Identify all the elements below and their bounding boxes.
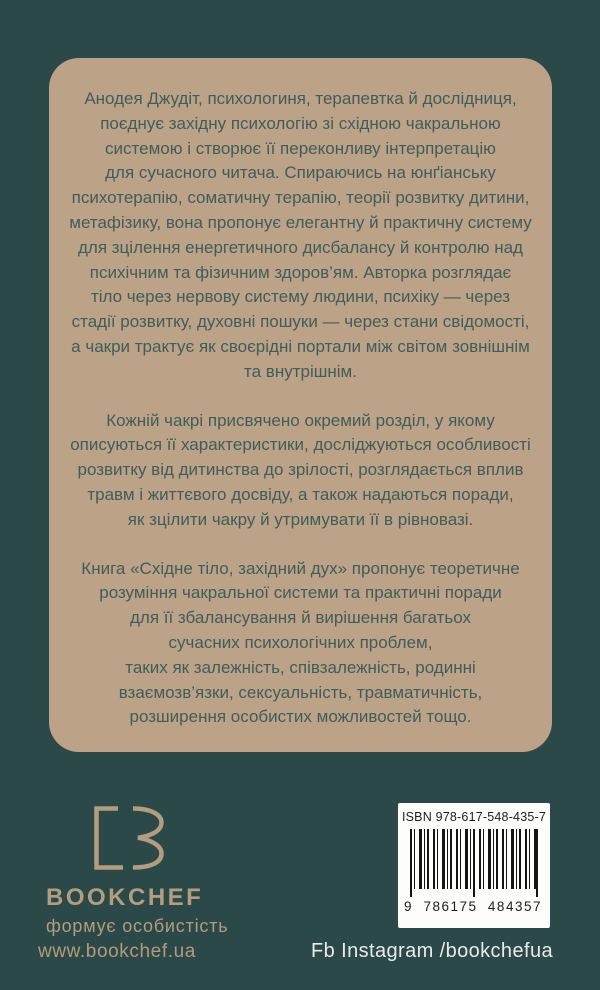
- barcode-guard-left: [410, 829, 412, 897]
- text-line: розвитку від дитинства до зрілості, розглядається вплив: [77, 460, 524, 480]
- annotation-paragraph: [57, 87, 544, 385]
- text-line: розуміння чакральної системи та практичні поради: [99, 583, 502, 603]
- text-line: тіло через нервову систему людини, психіку — через: [90, 287, 511, 307]
- text-line: психічним та фізичним здоров’ям. Авторка розглядає: [89, 262, 512, 282]
- annotation-paragraph: [57, 409, 544, 533]
- text-line: та внутрішнім.: [244, 361, 357, 381]
- text-line: описуються її характеристики, досліджуються особливості: [70, 435, 531, 455]
- text-line: розширення особистих можливостей тощо.: [129, 707, 472, 727]
- text-line: Анодея Джудіт, психологиня, терапевтка й дослідниця,: [84, 89, 517, 108]
- social-handles: Fb Instagram /bookchefua: [311, 940, 553, 962]
- text-line: стадії розвитку, духовні пошуки — через стани свідомості,: [71, 312, 530, 332]
- barcode-digits: [404, 899, 542, 914]
- text-line: Книга «Східне тіло, західний дух» пропонує теоретичне: [81, 558, 520, 578]
- text-line: метафізику, вона пропонує елегантну й практичну систему: [69, 212, 532, 232]
- text-line: а чакри трактує як своєрідні портали між світом зовнішнім: [71, 336, 530, 356]
- barcode-digit-group: 9: [404, 899, 414, 914]
- barcode: [398, 803, 550, 928]
- publisher-tagline: формує особистість: [46, 916, 229, 936]
- barcode-digit-group: 786175: [423, 899, 478, 914]
- text-line: психотерапію, соматичну терапію, теорії розвитку дитини,: [71, 188, 530, 208]
- text-line: Кожній чакрі присвячено окремий розділ, у якому: [106, 410, 495, 430]
- text-line: для її збалансування й вирішення багатьох: [130, 608, 471, 628]
- barcode-digit-group: 484357: [487, 899, 542, 914]
- annotation-paragraph: [57, 557, 544, 731]
- text-line: сучасних психологічних проблем,: [168, 632, 433, 652]
- barcode-guard-right: [536, 829, 538, 897]
- text-line: таких як залежність, співзалежність, родинні: [125, 657, 476, 677]
- text-line: поєднує західну психологію зі східною чакральною: [100, 113, 501, 133]
- bookchef-logo-icon: [93, 805, 164, 871]
- text-line: травм і життєвого досвіду, а також надаються поради,: [87, 484, 514, 504]
- barcode-guard-center: [473, 829, 475, 897]
- publisher-block: [46, 805, 228, 937]
- text-line: для сучасного читача. Спираючись на юнґіанську: [105, 163, 496, 183]
- barcode-bars: [410, 829, 538, 889]
- text-line: як зцілити чакру й утримувати її в рівновазі.: [127, 509, 474, 529]
- text-line: взаємозв’язки, сексуальність, травматичність,: [118, 682, 483, 702]
- annotation-panel: [49, 58, 552, 752]
- text-line: системою і створює її переконливу інтерпретацію: [105, 138, 496, 158]
- website-url: www.bookchef.ua: [38, 941, 196, 962]
- text-line: для зцілення енергетичного дисбалансу й контролю над: [78, 237, 523, 257]
- isbn-label: ISBN 978-617-548-435-7: [401, 810, 547, 824]
- publisher-name: BOOKCHEF: [46, 884, 204, 911]
